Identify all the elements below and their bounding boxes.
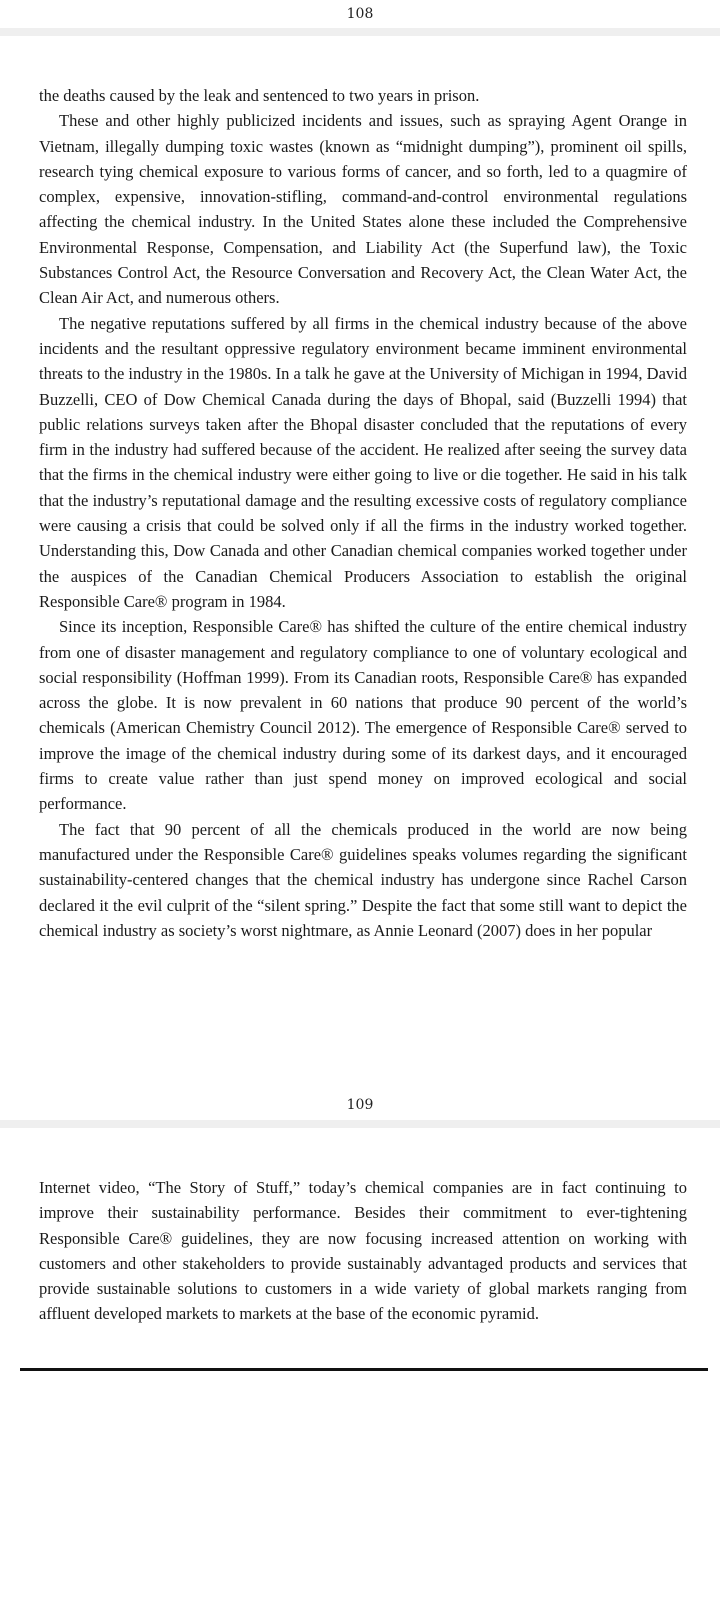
page-number-109: 109 xyxy=(346,1097,374,1113)
page-separator-band xyxy=(0,1120,720,1128)
paragraph: The negative reputations suffered by all firms in the chemical industry because of the above incidents and the resultant oppressive regulatory environment became imminent environmental threats to the industry in the 1980s. In a talk he gave at the University of Michigan in 1994, David Buzzelli, CEO of Dow Chemical Canada during the days of Bhopal, said (Buzzelli 1994) that public relations surveys taken after the Bhopal disaster concluded that the reputations of every firm in the industry had suffered because of the accident. He realized after seeing the survey data that the firms in the chemical industry were either going to live or die together. He said in his talk that the industry’s reputational damage and the resulting excessive costs of regulatory compliance were causing a crisis that could be solved only if all the firms in the industry worked together. Understanding this, Dow Canada and other Canadian chemical companies worked together under the auspices of the Canadian Chemical Producers Association to establish the original Responsible Care® program in 1984. xyxy=(39,313,687,611)
page-109-text xyxy=(39,1175,687,1327)
page-108-text xyxy=(39,83,687,943)
paragraph: Internet video, “The Story of Stuff,” today’s chemical companies are in fact continuing to improve their sustainability performance. Besides their commitment to ever-tightening Responsible Care® guidelines, they are now focusing increased attention on working with customers and other stakeholders to provide sustainably advantaged products and services that provide sustainable solutions to customers in a wide variety of global markets ranging from affluent developed markets to markets at the base of the economic pyramid. xyxy=(39,1178,687,1324)
paragraph: The fact that 90 percent of all the chemicals produced in the world are now being manufactured under the Responsible Care® guidelines speaks volumes regarding the significant sustainability-centered changes that the chemical industry has undergone since Rachel Carson declared it the evil culprit of the “silent spring.” Despite the fact that some still want to depict the chemical industry as society’s worst nightmare, as Annie Leonard (2007) does in her popular xyxy=(39,819,687,940)
page-number-108: 108 xyxy=(346,6,374,22)
paragraph: Since its inception, Responsible Care® has shifted the culture of the entire chemical industry from one of disaster management and regulatory compliance to one of voluntary ecological and social responsibility (Hoffman 1999). From its Canadian roots, Responsible Care® has expanded across the globe. It is now prevalent in 60 nations that produce 90 percent of the world’s chemicals (American Chemistry Council 2012). The emergence of Responsible Care® served to improve the image of the chemical industry during some of its darkest days, and it encouraged firms to create value rather than just spend money on improved ecological and social performance. xyxy=(39,617,687,814)
end-rule xyxy=(20,1368,708,1371)
paragraph: These and other highly publicized incidents and issues, such as spraying Agent Orange in Vietnam, illegally dumping toxic wastes (known as “midnight dumping”), prominent oil spills, research tying chemical exposure to various forms of cancer, and so forth, led to a quagmire of complex, expensive, innovation-stifling, command-and-control environmental regulations affecting the chemical industry. In the United States alone these included the Comprehensive Environmental Response, Compensation, and Liability Act (the Superfund law), the Toxic Substances Control Act, the Resource Conversation and Recovery Act, the Clean Water Act, the Clean Air Act, and numerous others. xyxy=(39,111,687,308)
page-separator-band xyxy=(0,28,720,36)
paragraph: the deaths caused by the leak and sentenced to two years in prison. xyxy=(39,86,480,105)
